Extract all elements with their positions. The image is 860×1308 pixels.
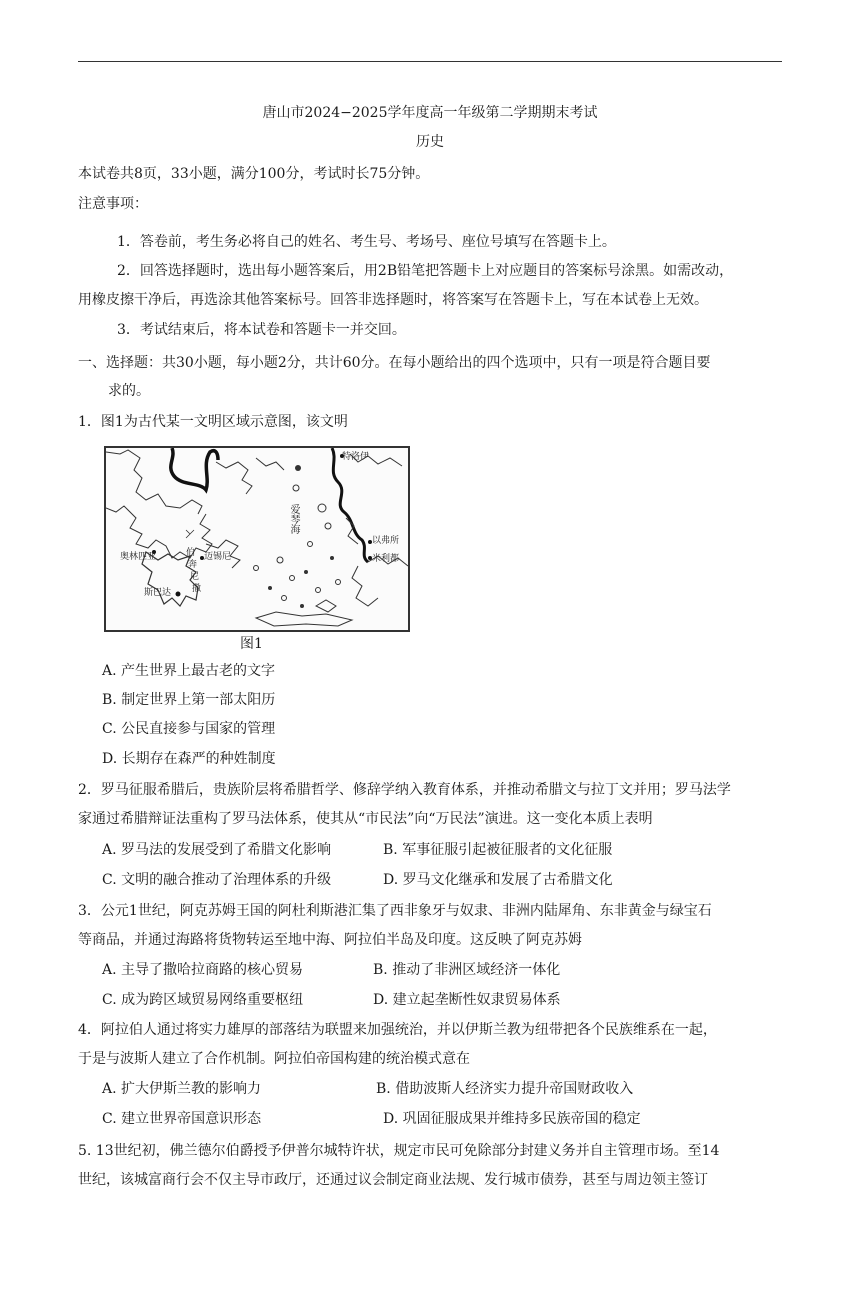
map-label-pelo-3: 尼 bbox=[190, 572, 200, 582]
map-label-miletus: 米利都 bbox=[372, 554, 400, 564]
map-label-aegean-sea: 爱琴海 bbox=[288, 504, 299, 534]
subject-title: 历史 bbox=[416, 134, 444, 150]
q3-stem-line2: 等商品，并通过海路将货物转运至地中海、阿拉伯半岛及印度。这反映了阿克苏姆 bbox=[78, 932, 582, 948]
q1-figure-caption: 图1 bbox=[240, 636, 263, 652]
q4-option-a: A. 扩大伊斯兰教的影响力 bbox=[102, 1081, 262, 1097]
notice-heading: 注意事项： bbox=[78, 196, 148, 212]
q5-stem-line1: 5. 13世纪初，佛兰德尔伯爵授予伊普尔城特许状，规定市民可免除部分封建义务并自主管理市场。至14 bbox=[78, 1143, 720, 1159]
map-label-pelo-4: 撒 bbox=[192, 584, 202, 594]
map-label-mycenae: 迈锡尼 bbox=[204, 552, 232, 562]
q2-option-c: C. 文明的融合推动了治理体系的升级 bbox=[102, 872, 332, 888]
q1-option-d: D. 长期存在森严的种姓制度 bbox=[102, 751, 276, 767]
q1-option-b: B. 制定世界上第一部太阳历 bbox=[102, 692, 276, 708]
q2-stem-line2: 家通过希腊辩证法重构了罗马法体系，使其从“市民法”向“万民法”演进。这一变化本质上表明 bbox=[78, 811, 653, 827]
q2-option-b: B. 军事征服引起被征服者的文化征服 bbox=[383, 842, 613, 858]
q4-stem-line2: 于是与波斯人建立了合作机制。阿拉伯帝国构建的统治模式意在 bbox=[78, 1051, 470, 1067]
q1-stem: 1．图1为古代某一文明区域示意图，该文明 bbox=[78, 414, 348, 430]
q3-option-d: D. 建立起垄断性奴隶贸易体系 bbox=[373, 992, 561, 1008]
q1-option-c: C. 公民直接参与国家的管理 bbox=[102, 721, 276, 737]
map-drawing bbox=[106, 448, 408, 630]
q3-stem-line1: 3．公元1世纪，阿克苏姆王国的阿杜利斯港汇集了西非象牙与奴隶、非洲内陆犀角、东非黄金与绿宝石 bbox=[78, 903, 712, 919]
q3-option-c: C. 成为跨区域贸易网络重要枢纽 bbox=[102, 992, 304, 1008]
section-heading: 一、选择题：共30小题，每小题2分，共计60分。在每小题给出的四个选项中，只有一项是符合题目要 bbox=[78, 355, 711, 371]
top-rule bbox=[78, 61, 782, 62]
map-label-olympia: 奥林匹亚 bbox=[120, 552, 157, 562]
q2-option-a: A. 罗马法的发展受到了希腊文化影响 bbox=[102, 842, 332, 858]
map-label-ephesus: 以弗所 bbox=[372, 536, 400, 546]
section-heading-cont: 求的。 bbox=[108, 383, 150, 399]
q2-stem-line1: 2．罗马征服希腊后，贵族阶层将希腊哲学、修辞学纳入教育体系，并推动希腊文与拉丁文并用；罗马法学 bbox=[78, 782, 731, 798]
map-label-sparta: 斯巴达 bbox=[144, 588, 172, 598]
map-label-troy: 特洛伊 bbox=[342, 452, 370, 462]
exam-title: 唐山市2024−2025学年度高一年级第二学期期末考试 bbox=[262, 105, 598, 121]
map-label-pelo-2: 奔 bbox=[188, 560, 198, 570]
q3-option-a: A. 主导了撒哈拉商路的核心贸易 bbox=[102, 962, 304, 978]
q4-option-d: D. 巩固征服成果并维持多民族帝国的稳定 bbox=[383, 1111, 641, 1127]
notice-item-2: 2．回答选择题时，选出每小题答案后，用2B铅笔把答题卡上对应题目的答案标号涂黑。如需改动， bbox=[117, 263, 734, 279]
q2-option-d: D. 罗马文化继承和发展了古希腊文化 bbox=[383, 872, 613, 888]
q5-stem-line2: 世纪，该城富商行会不仅主导市政厅，还通过议会制定商业法规、发行城市债券，甚至与周边领主签订 bbox=[78, 1172, 708, 1188]
notice-item-2-cont: 用橡皮擦干净后，再选涂其他答案标号。回答非选择题时，将答案写在答题卡上，写在本试卷上无效。 bbox=[78, 292, 708, 308]
q1-option-a: A. 产生世界上最古老的文字 bbox=[102, 663, 276, 679]
intro-text: 本试卷共8页，33小题，满分100分，考试时长75分钟。 bbox=[78, 166, 430, 182]
map-label-pelo-1: 伯 bbox=[186, 548, 196, 558]
q4-option-b: B. 借助波斯人经济实力提升帝国财政收入 bbox=[376, 1081, 634, 1097]
q1-map-figure bbox=[104, 446, 410, 632]
q4-option-c: C. 建立世界帝国意识形态 bbox=[102, 1111, 262, 1127]
q4-stem-line1: 4．阿拉伯人通过将实力雄厚的部落结为联盟来加强统治，并以伊斯兰教为纽带把各个民族维系在一起， bbox=[78, 1022, 717, 1038]
q3-option-b: B. 推动了非洲区域经济一体化 bbox=[373, 962, 561, 978]
notice-item-3: 3．考试结束后，将本试卷和答题卡一并交回。 bbox=[117, 322, 406, 338]
notice-item-1: 1．答卷前，考生务必将自己的姓名、考生号、考场号、座位号填写在答题卡上。 bbox=[117, 234, 616, 250]
